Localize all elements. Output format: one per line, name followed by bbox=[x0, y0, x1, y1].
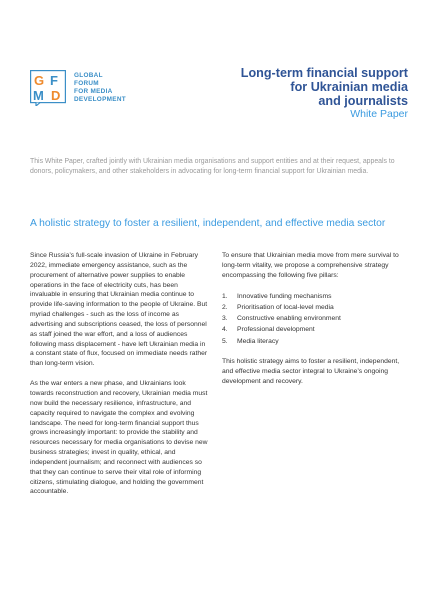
list-number: 2. bbox=[222, 303, 228, 311]
pillars-list bbox=[222, 291, 408, 347]
list-item bbox=[222, 291, 408, 302]
title-line: for Ukrainian media bbox=[290, 80, 408, 94]
list-number: 3. bbox=[222, 315, 228, 323]
body-paragraph: Since Russia’s full-scale invasion of Ukraine in February 2022, immediate emergency assistance, such as the procurement of alternative power supplies to enable operations in the face of electricity cuts, has been invaluable in ensuring that Ukrainian media continue to provide life-saving information to the people of Ukraine. But myriad challenges - such as the loss of income as advertising and subscriptions ceased, the loss of personnel as staff joined the war effort, and a loss of audiences following mass displacement - have left Ukrainian media in a constant state of flux, focused on immediate needs rather than long-term vision. bbox=[30, 252, 208, 368]
document-subtitle: White Paper bbox=[350, 108, 408, 120]
list-item bbox=[222, 302, 408, 313]
left-column bbox=[30, 251, 210, 507]
gfmd-logo bbox=[30, 70, 66, 106]
list-text: Prioritisation of local-level media bbox=[237, 303, 334, 311]
list-number: 1. bbox=[222, 292, 228, 300]
list-number: 5. bbox=[222, 337, 228, 345]
logo-line: GLOBAL bbox=[74, 72, 103, 79]
closing-paragraph: This holistic strategy aims to foster a resilient, independent, and effective media sector integral to Ukraine’s ongoing development and recovery. bbox=[222, 358, 400, 385]
list-text: Constructive enabling environment bbox=[237, 315, 341, 323]
list-item bbox=[222, 336, 408, 347]
title-line: and journalists bbox=[318, 94, 408, 108]
document-title bbox=[178, 66, 408, 108]
title-line: Long-term financial support bbox=[240, 66, 408, 80]
right-column bbox=[222, 251, 408, 397]
logo-line: DEVELOPMENT bbox=[74, 96, 126, 103]
body-paragraph: As the war enters a new phase, and Ukrainians look towards reconstruction and recovery, Ukrainian media must now build the necessary resilience, infrastructure, and capacity required to navigate the complex and evolving landscape. The need for long-term financial support thus grows increasingly important: to provide the stability and resources necessary for media organisations to devise new business strategies; invest in quality, ethical, and independent journalism; and reconnect with audiences so that they can continue to serve their vital role of informing citizens, stimulating dialogue, and holding the government accountable. bbox=[30, 380, 208, 496]
list-item bbox=[222, 313, 408, 324]
list-text: Professional development bbox=[237, 326, 315, 334]
logo-letter-f: F bbox=[50, 73, 58, 88]
list-item bbox=[222, 324, 408, 335]
section-heading: A holistic strategy to foster a resilient, independent, and effective media sector bbox=[30, 218, 386, 229]
logo-wordmark bbox=[74, 72, 126, 104]
list-text: Innovative funding mechanisms bbox=[237, 292, 332, 300]
list-number: 4. bbox=[222, 326, 228, 334]
list-text: Media literacy bbox=[237, 337, 279, 345]
logo-letter-g: G bbox=[34, 73, 45, 88]
logo-line: FORUM bbox=[74, 80, 99, 87]
logo-letter-m: M bbox=[33, 88, 44, 103]
logo-letter-d: D bbox=[51, 88, 61, 103]
logo-line: FOR MEDIA bbox=[74, 88, 113, 95]
pillars-intro: To ensure that Ukrainian media move from mere survival to long-term vitality, we propose a comprehensive strategy encompassing the following five pillars: bbox=[222, 252, 399, 279]
intro-paragraph: This White Paper, crafted jointly with Ukrainian media organisations and support entities and at their request, appeals to donors, policymakers, and other stakeholders in advocating for long-term financial support for Ukrainian media. bbox=[30, 158, 395, 175]
